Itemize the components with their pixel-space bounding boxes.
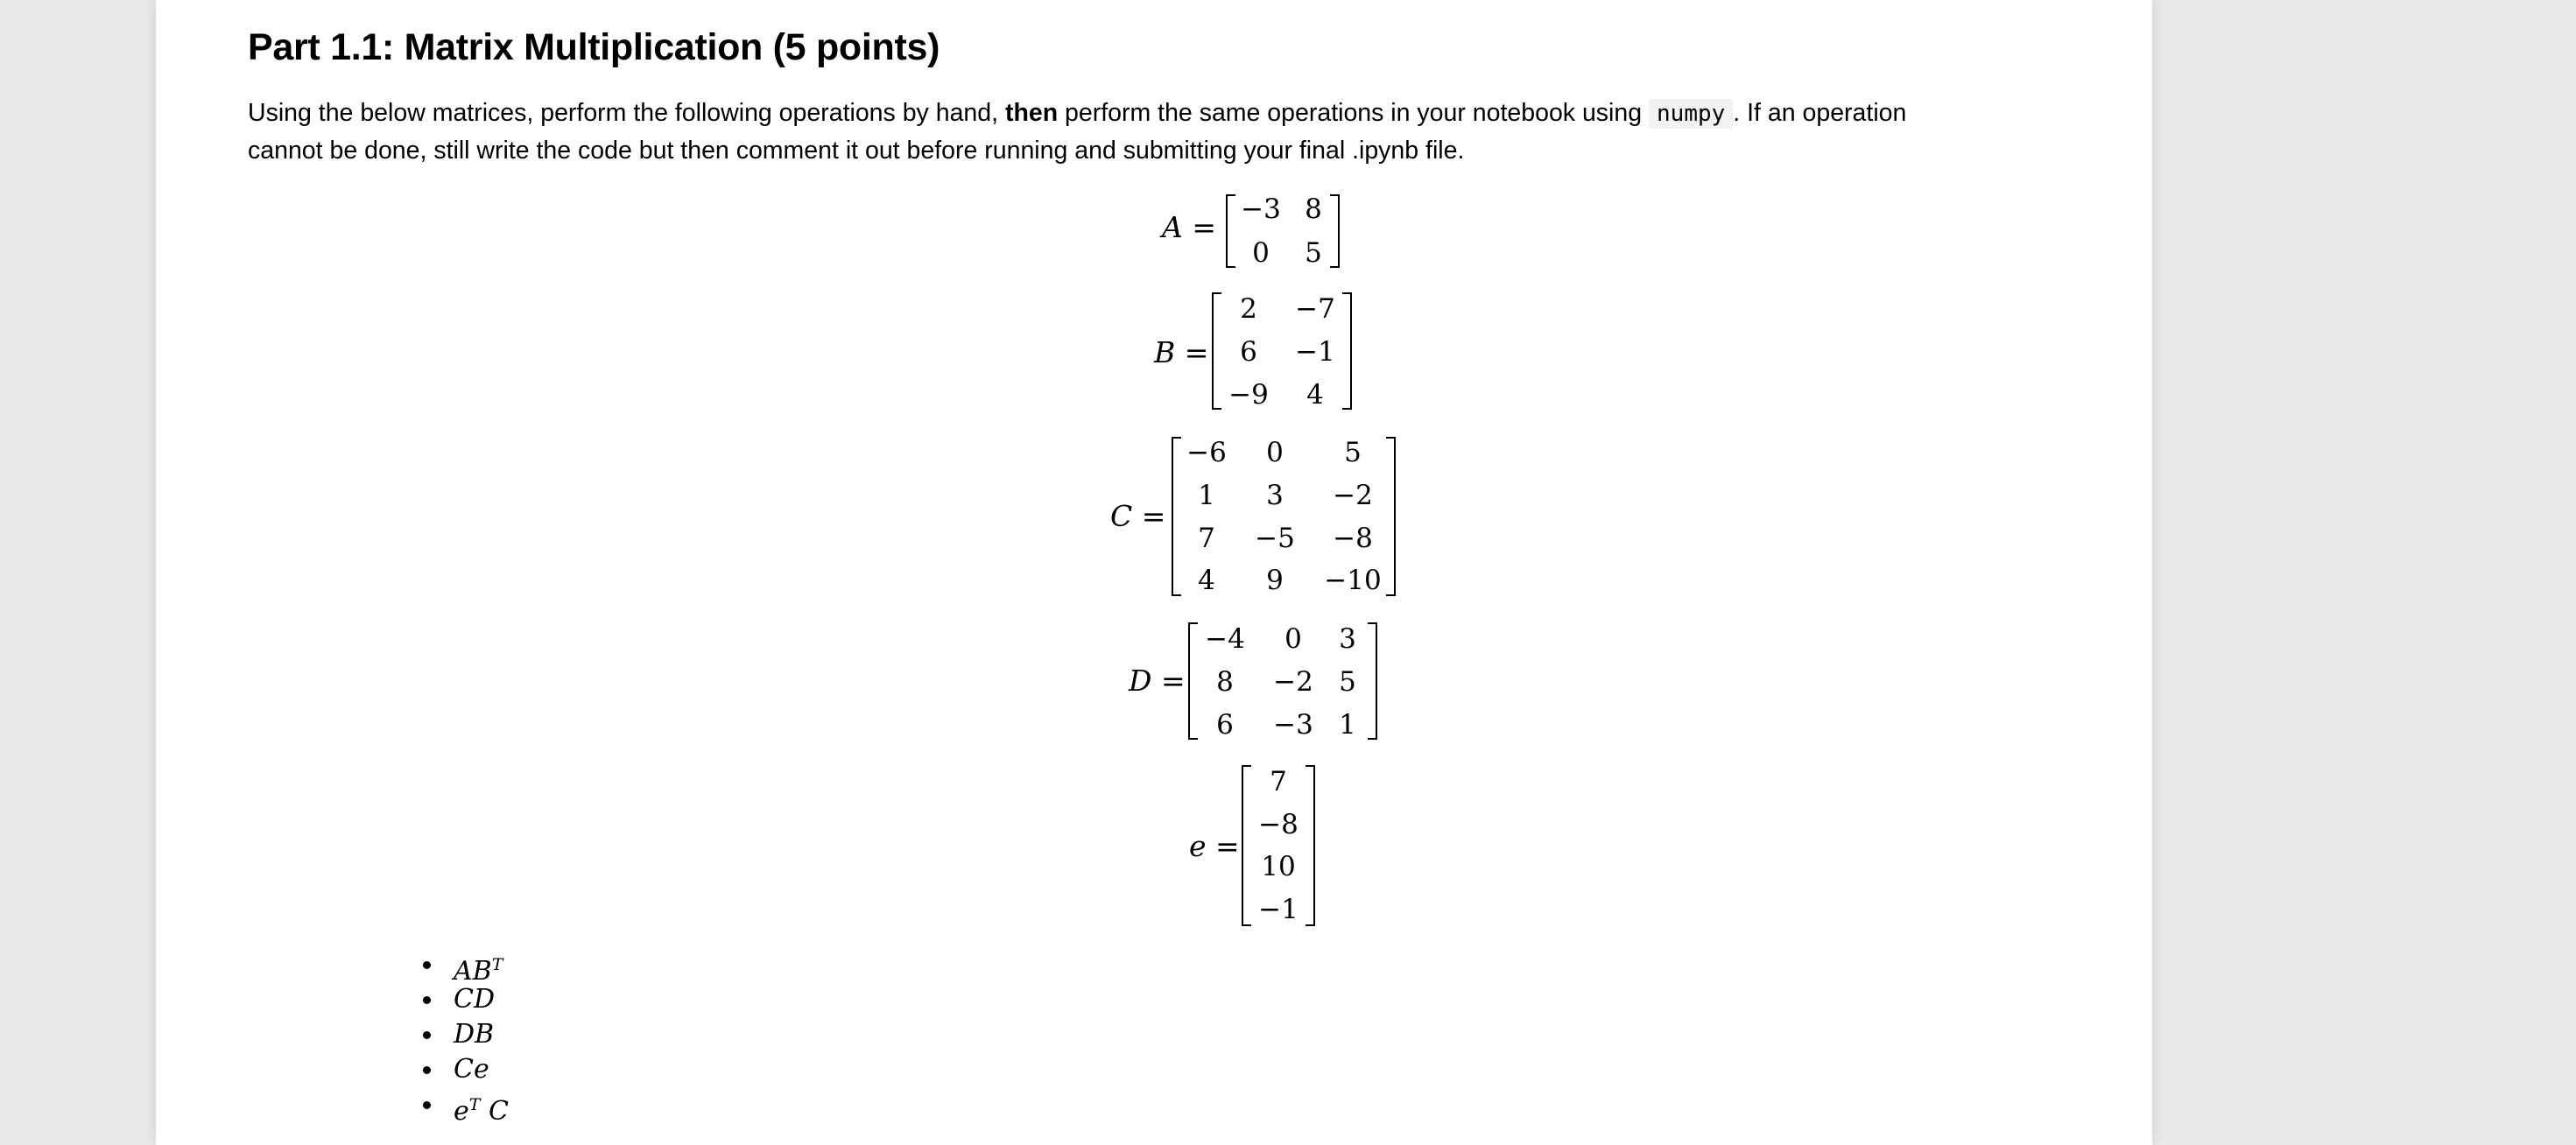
matrix-c-right-bracket — [1386, 437, 1396, 596]
matrix-c-cell: 9 — [1266, 565, 1284, 596]
matrix-d-cell: 0 — [1284, 623, 1302, 655]
instructions-paragraph — [248, 95, 1929, 169]
list-item: CD — [423, 982, 509, 1017]
matrix-d — [1188, 622, 1377, 740]
matrix-d-left-bracket — [1188, 622, 1198, 740]
matrix-d-label: D = — [1129, 664, 1186, 698]
vector-e-right-bracket — [1306, 765, 1315, 926]
matrix-d-cell: 3 — [1339, 623, 1356, 655]
matrix-c — [1172, 437, 1396, 596]
intro-bold-then: then — [1004, 99, 1059, 127]
matrix-c-label: C = — [1110, 499, 1166, 533]
matrix-c-cell: −2 — [1333, 480, 1373, 511]
matrix-d-cell: 5 — [1339, 666, 1356, 698]
matrix-a-cell: 5 — [1305, 237, 1322, 269]
list-item: Ce — [423, 1052, 509, 1087]
vector-e-cell: 7 — [1270, 766, 1287, 797]
section-title: Part 1.1: Matrix Multiplication (5 points) — [248, 26, 940, 68]
vector-e-cell: −1 — [1258, 894, 1299, 925]
matrix-c-cell: −5 — [1255, 523, 1295, 554]
matrix-d-right-bracket — [1368, 622, 1377, 740]
matrix-c-cell: −8 — [1333, 523, 1373, 554]
vector-e-label: e = — [1189, 829, 1240, 863]
matrix-b-cell: −1 — [1295, 336, 1335, 368]
matrix-a-left-bracket — [1226, 194, 1235, 268]
list-item: DB — [423, 1017, 509, 1052]
matrix-d-cell: −4 — [1205, 623, 1245, 655]
matrix-c-cell: 4 — [1198, 565, 1215, 596]
bullet — [423, 1101, 431, 1109]
intro-text-1: Using the below matrices, perform the following operations by hand, — [248, 99, 1005, 127]
matrix-c-cell: 3 — [1266, 480, 1284, 511]
operations-list — [423, 947, 509, 1127]
vector-e-cell: −8 — [1258, 809, 1299, 840]
matrix-d-cell: 6 — [1216, 709, 1234, 741]
matrix-b-cell: −7 — [1295, 293, 1335, 325]
matrix-a-right-bracket — [1330, 194, 1340, 268]
matrix-a-cell: −3 — [1241, 193, 1281, 225]
matrix-b-left-bracket — [1212, 292, 1221, 410]
bullet — [423, 1031, 431, 1039]
intro-text-3: . If an operation cannot be done, still write the code but then comment it out before running and submitting your final .ipynb file. — [248, 99, 1907, 165]
matrix-b-cell: −9 — [1228, 379, 1269, 411]
vector-e-cell: 10 — [1261, 851, 1296, 882]
matrix-b-label: B = — [1154, 335, 1209, 369]
matrix-a — [1226, 194, 1340, 268]
list-item: $AB^T$ — [423, 947, 509, 982]
matrix-b-cell: 2 — [1240, 293, 1257, 325]
matrix-d-cell: −2 — [1273, 666, 1313, 698]
matrix-b-cell: 6 — [1240, 336, 1257, 368]
matrix-c-cell: −10 — [1324, 565, 1382, 596]
intro-text-2: perform the same operations in your notebook using — [1058, 99, 1650, 127]
matrix-d-cell: 1 — [1339, 709, 1356, 741]
bullet — [423, 1066, 431, 1074]
matrix-c-cell: −6 — [1186, 437, 1227, 468]
matrix-c-cell: 7 — [1198, 523, 1215, 554]
matrix-b-right-bracket — [1342, 292, 1352, 410]
matrix-a-label: A = — [1162, 210, 1216, 244]
matrix-c-cell: 5 — [1344, 437, 1362, 468]
matrix-b-cell: 4 — [1306, 379, 1324, 411]
bullet — [423, 996, 431, 1004]
matrix-a-cell: 0 — [1252, 237, 1270, 269]
matrix-d-cell: −3 — [1273, 709, 1313, 741]
matrix-c-cell: 0 — [1266, 437, 1284, 468]
numpy-code: numpy — [1649, 99, 1733, 129]
matrix-d-cell: 8 — [1216, 666, 1234, 698]
matrix-c-cell: 1 — [1198, 480, 1215, 511]
list-item: $e^T$ C — [423, 1087, 509, 1122]
bullet — [423, 961, 431, 969]
vector-e — [1242, 765, 1315, 926]
matrix-a-cell: 8 — [1305, 193, 1322, 225]
matrix-b — [1212, 292, 1352, 410]
